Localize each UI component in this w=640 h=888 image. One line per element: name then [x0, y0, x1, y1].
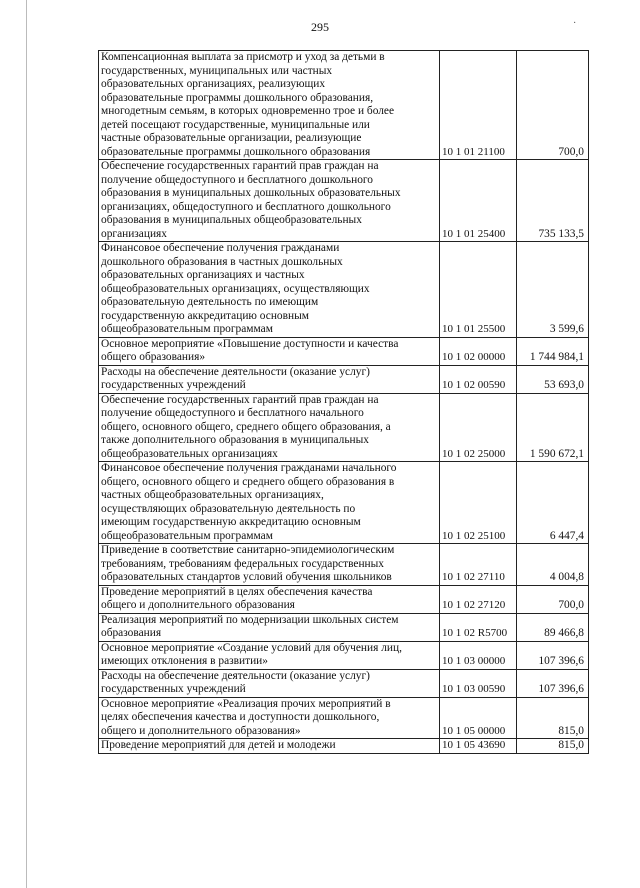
table-row — [99, 544, 589, 586]
target-code-cell: 10 1 02 R5700 — [440, 613, 517, 641]
target-code-cell: 10 1 02 00000 — [440, 337, 517, 365]
amount-cell: 6 447,4 — [517, 462, 589, 544]
amount-cell: 89 466,8 — [517, 613, 589, 641]
table-row — [99, 641, 589, 669]
expense-name-cell: Финансовое обеспечение получения гражданами дошкольного образования в частных дошкольных образовательных организациях и частных общеобразовательных организациях, осуществляющих образовательную деятельность по имеющим государственную аккредитацию основным общеобразовательным программам — [99, 242, 440, 338]
amount-cell: 700,0 — [517, 585, 589, 613]
table-row — [99, 365, 589, 393]
amount-cell: 815,0 — [517, 697, 589, 739]
target-code-cell: 10 1 01 25400 — [440, 160, 517, 242]
amount-cell: 4 004,8 — [517, 544, 589, 586]
expense-name-cell: Проведение мероприятий в целях обеспечения качества общего и дополнительного образования — [99, 585, 440, 613]
table-row — [99, 697, 589, 739]
table-row — [99, 739, 589, 754]
amount-cell: 3 599,6 — [517, 242, 589, 338]
table-row — [99, 393, 589, 462]
target-code-cell: 10 1 02 27120 — [440, 585, 517, 613]
amount-cell: 1 590 672,1 — [517, 393, 589, 462]
scan-edge-line — [26, 0, 27, 888]
expense-name-cell: Расходы на обеспечение деятельности (оказание услуг) государственных учреждений — [99, 669, 440, 697]
target-code-cell: 10 1 02 25100 — [440, 462, 517, 544]
scan-mark: · — [573, 18, 577, 29]
target-code-cell: 10 1 03 00000 — [440, 641, 517, 669]
expense-name-cell: Основное мероприятие «Реализация прочих мероприятий в целях обеспечения качества и доступности дошкольного, общего и дополнительного образования» — [99, 697, 440, 739]
page-number: 295 — [311, 20, 329, 34]
budget-table-body — [99, 51, 589, 754]
table-row — [99, 613, 589, 641]
expense-name-cell: Основное мероприятие «Создание условий для обучения лиц, имеющих отклонения в развитии» — [99, 641, 440, 669]
expense-name-cell: Финансовое обеспечение получения гражданами начального общего, основного общего и среднего общего образования в частных общеобразовательных организациях, осуществляющих образовательную деятельность по имеющим государственную аккредитацию основным общеобразовательным программам — [99, 462, 440, 544]
table-row — [99, 669, 589, 697]
amount-cell: 735 133,5 — [517, 160, 589, 242]
expense-name-cell: Реализация мероприятий по модернизации школьных систем образования — [99, 613, 440, 641]
target-code-cell: 10 1 02 00590 — [440, 365, 517, 393]
expense-name-cell: Обеспечение государственных гарантий прав граждан на получение общедоступного и бесплатного дошкольного образования в муниципальных дошкольных образовательных организациях, общедоступного и бесплатного дошкольного образования в муниципальных общеобразовательных организациях — [99, 160, 440, 242]
budget-table — [98, 50, 589, 754]
expense-name-cell: Обеспечение государственных гарантий прав граждан на получение общедоступного и бесплатного начального общего, основного общего, среднего общего образования, а также дополнительного образования в муниципальных общеобразовательных организациях — [99, 393, 440, 462]
table-row — [99, 585, 589, 613]
expense-name-cell: Приведение в соответствие санитарно-эпидемиологическим требованиям, требованиям федеральных государственных образовательных стандартов условий обучения школьников — [99, 544, 440, 586]
target-code-cell: 10 1 01 21100 — [440, 51, 517, 160]
table-row — [99, 337, 589, 365]
target-code-cell: 10 1 02 25000 — [440, 393, 517, 462]
table-row — [99, 51, 589, 160]
table-row — [99, 462, 589, 544]
expense-name-cell: Основное мероприятие «Повышение доступности и качества общего образования» — [99, 337, 440, 365]
target-code-cell: 10 1 05 00000 — [440, 697, 517, 739]
table-row — [99, 160, 589, 242]
target-code-cell: 10 1 05 43690 — [440, 739, 517, 754]
amount-cell: 815,0 — [517, 739, 589, 754]
target-code-cell: 10 1 01 25500 — [440, 242, 517, 338]
amount-cell: 53 693,0 — [517, 365, 589, 393]
target-code-cell: 10 1 02 27110 — [440, 544, 517, 586]
amount-cell: 700,0 — [517, 51, 589, 160]
expense-name-cell: Расходы на обеспечение деятельности (оказание услуг) государственных учреждений — [99, 365, 440, 393]
expense-name-cell: Проведение мероприятий для детей и молодежи — [99, 739, 440, 754]
target-code-cell: 10 1 03 00590 — [440, 669, 517, 697]
expense-name-cell: Компенсационная выплата за присмотр и уход за детьми в государственных, муниципальных или частных образовательных организациях, реализующих образовательные программы дошкольного образования, многодетным семьям, в которых одновременно трое и более детей посещают государственные, муниципальные или частные образовательные организации, реализующие образовательные программы дошкольного образования — [99, 51, 440, 160]
table-row — [99, 242, 589, 338]
amount-cell: 1 744 984,1 — [517, 337, 589, 365]
amount-cell: 107 396,6 — [517, 669, 589, 697]
amount-cell: 107 396,6 — [517, 641, 589, 669]
